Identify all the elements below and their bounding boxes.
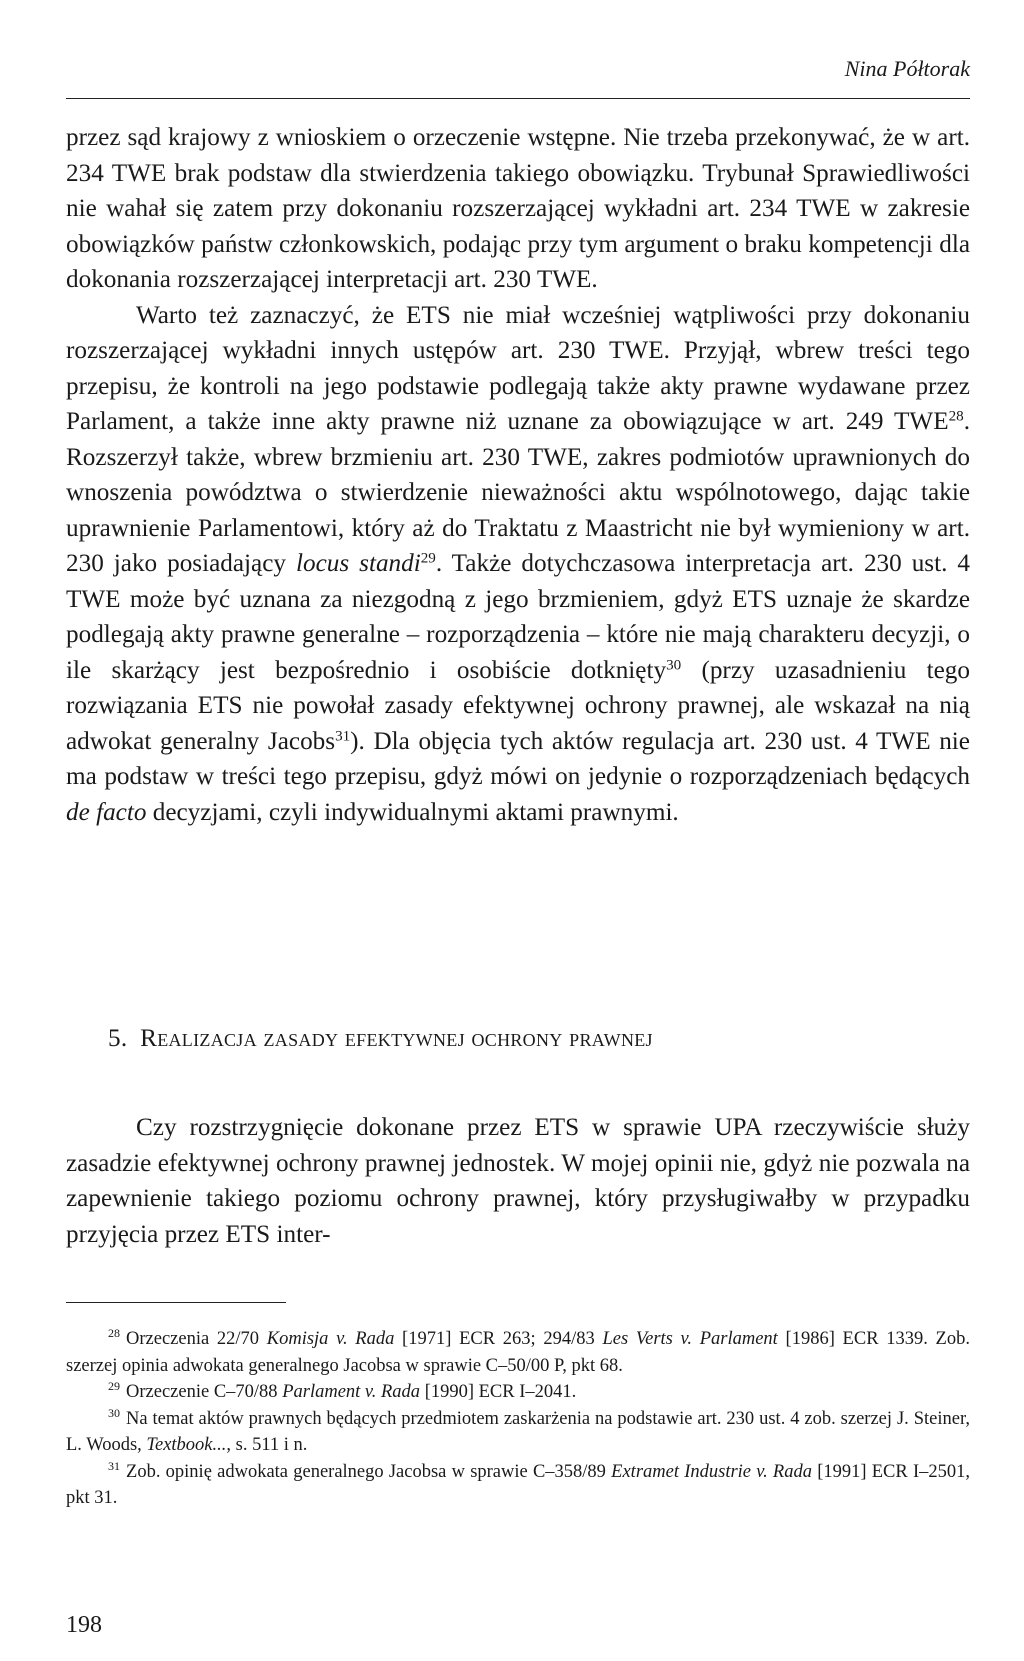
running-head-author: Nina Półtorak (844, 56, 970, 81)
paragraph-2-text-d: (przy uzasadnieniu tego rozwiązania ETS nie powołał zasady efektywnej ochrony prawnej, ale wskazał na nią adwokat generalny Jacobs (66, 656, 970, 755)
paragraph-2-de-facto: de facto (66, 798, 147, 826)
footnote-29-number: 29 (108, 1379, 121, 1394)
paragraph-2 (66, 298, 970, 831)
footnote-31-text-a: Zob. opinię adwokata generalnego Jacobsa w sprawie C–358/89 (126, 1461, 612, 1482)
footnote-30 (66, 1406, 970, 1459)
paragraph-2-text-a: Warto też zaznaczyć, że ETS nie miał wcześniej wątpliwości przy dokonaniu rozszerzającej wykładni innych ustępów art. 230 TWE. Przyjął, wbrew treści tego przepisu, że kontroli na jego podstawie podlegają także akty prawne wydawane przez Parlament, a także inne akty prawne niż uznane za obowiązujące w art. 249 TWE (66, 301, 970, 435)
footnote-30-number: 30 (108, 1405, 121, 1420)
footnote-28-text-a: Orzeczenia 22/70 (126, 1329, 267, 1349)
section-5-text (66, 1110, 970, 1252)
page-header (66, 50, 970, 99)
footnote-29 (66, 1379, 970, 1406)
footnotes (66, 1326, 970, 1512)
footnote-29-case: Parlament v. Rada (282, 1382, 421, 1402)
paragraph-3: Czy rozstrzygnięcie dokonane przez ETS w sprawie UPA rzeczywiście służy zasadzie efektywnej ochrony prawnej jednostek. W mojej opinii nie, gdyż nie pozwala na zapewnienie takiego poziomu ochrony prawnej, który przysługiwałby w przypadku przyjęcia przez ETS inter- (66, 1114, 970, 1248)
footnote-28-text-b: [1971] ECR 263; 294/83 (394, 1329, 603, 1349)
footnote-divider (66, 1302, 286, 1303)
footnote-30-text-b: , s. 511 i n. (226, 1435, 308, 1455)
main-text (66, 120, 970, 830)
paragraph-2-text-b: . Rozszerzył także, wbrew brzmieniu art. 230 TWE, zakres podmiotów uprawnionych do wnoszenia powództwa o stwierdzenie nieważności aktu wspólnotowego, dając takie uprawnienie Parlamentowi, który aż do Traktatu z Maastricht nie był wymieniony w art. 230 jako posiadający (66, 408, 970, 577)
footnote-31-case: Extramet Industrie v. Rada (611, 1461, 812, 1482)
footnote-28-case-1: Komisja v. Rada (266, 1329, 395, 1349)
footnote-28-text-c: [1986] ECR 1339. Zob. szerzej opinia adwokata generalnego Jacobsa w sprawie C–50/00 P, pkt 68. (66, 1329, 970, 1376)
paragraph-2-locus-standi: locus standi (296, 550, 421, 577)
footnote-28-case-2: Les Verts v. Parlament (602, 1329, 778, 1349)
footnote-30-text-a: Na temat aktów prawnych będących przedmiotem zaskarżenia na podstawie art. 230 ust. 4 zob. szerzej J. Steiner, L. Woods, (66, 1408, 970, 1455)
footnote-31-text-b: [1991] ECR I–2501, pkt 31. (66, 1461, 970, 1508)
section-heading (108, 1025, 970, 1053)
section-title: Realizacja zasady efektywnej ochrony prawnej (140, 1025, 653, 1052)
paragraph-1 (66, 120, 970, 298)
footnote-31-number: 31 (108, 1458, 121, 1473)
footnote-29-text-b: [1990] ECR I–2041. (420, 1382, 577, 1402)
footnote-29-text-a: Orzeczenie C–70/88 (126, 1382, 283, 1402)
paragraph-2-text-c: . Także dotychczasowa interpretacja art. 230 ust. 4 TWE może być uznana za niezgodną z jego brzmieniem, gdyż ETS uznaje że skardze podlegają akty prawne generalne – rozporządzenia – które nie mają charakteru decyzji, o ile skarżący jest bezpośrednio i osobiście dotknięty (66, 550, 970, 684)
footnote-31 (66, 1459, 970, 1512)
footnote-ref-29: 29 (420, 550, 436, 567)
paragraph-2-text-e: ). Dla objęcia tych aktów regulacja art. 230 ust. 4 TWE nie ma podstaw w treści tego przepisu, gdyż mówi on jedynie o rozporządzeniach będących (66, 727, 970, 790)
section-number: 5. (108, 1025, 128, 1052)
footnote-ref-28: 28 (948, 408, 964, 425)
footnote-28-number: 28 (108, 1326, 121, 1341)
page-number: 198 (66, 1612, 102, 1638)
footnote-30-book: Textbook... (146, 1435, 227, 1455)
paragraph-1-text: przez sąd krajowy z wnioskiem o orzeczenie wstępne. Nie trzeba przekonywać, że w art. 234 TWE brak podstaw dla stwierdzenia takiego obowiązku. Trybunał Sprawiedliwości nie wahał się zatem przy dokonaniu rozszerzającej wykładni art. 234 TWE w zakresie obowiązków państw członkowskich, podając przy tym argument o braku kompetencji dla dokonania rozszerzającej interpretacji art. 230 TWE. (66, 124, 970, 293)
footnote-ref-31: 31 (335, 728, 351, 745)
footnote-ref-30: 30 (666, 657, 682, 674)
footnote-28 (66, 1326, 970, 1379)
paragraph-2-text-f: decyzjami, czyli indywidualnymi aktami prawnymi. (146, 798, 679, 826)
